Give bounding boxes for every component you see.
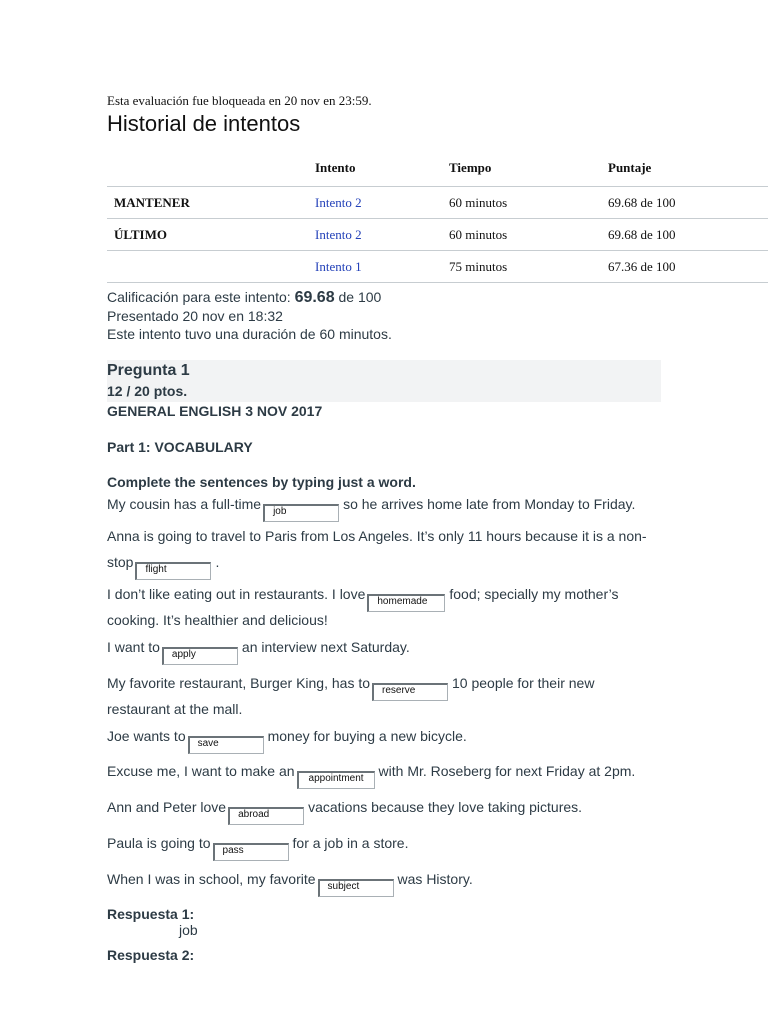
sentence-5 bbox=[107, 675, 647, 718]
attempt-cell bbox=[315, 219, 449, 251]
sentence-text: Excuse me, I want to make an bbox=[107, 763, 295, 779]
score-cell: 69.68 de 100 bbox=[608, 187, 768, 219]
sentence-text: 10 people for their new restaurant at the mall. bbox=[107, 675, 595, 717]
answer-blank[interactable]: abroad bbox=[228, 807, 304, 825]
sentence-10 bbox=[107, 871, 647, 897]
attempt-summary bbox=[107, 288, 392, 343]
sentence-text: Paula is going to bbox=[107, 835, 211, 851]
sentence-text: Joe wants to bbox=[107, 728, 186, 744]
attempt-link[interactable]: Intento 2 bbox=[315, 194, 362, 210]
attempt-history-table bbox=[107, 150, 768, 283]
sentence-text: for a job in a store. bbox=[292, 835, 409, 851]
sentence-text: My favorite restaurant, Burger King, has to bbox=[107, 675, 371, 691]
sentence-text: vacations because they love taking pictures. bbox=[308, 799, 583, 815]
score-cell: 69.68 de 100 bbox=[608, 219, 768, 251]
sentence-text: I don’t like eating out in restaurants. I love bbox=[107, 586, 366, 602]
sentence-text: Ann and Peter love bbox=[107, 799, 227, 815]
attempt-link[interactable]: Intento 1 bbox=[315, 258, 362, 274]
part-heading: Part 1: VOCABULARY bbox=[107, 439, 253, 455]
time-cell: 75 minutos bbox=[449, 251, 608, 283]
sentence-text: Anna is going to travel to Paris from Los Angeles. It’s only 11 hours because it is a non-stop bbox=[107, 528, 647, 570]
sentence-3 bbox=[107, 586, 647, 629]
header-label bbox=[107, 150, 315, 187]
grade-label: Calificación para este intento: bbox=[107, 289, 291, 305]
sentence-2 bbox=[107, 523, 647, 580]
sentence-text: I want to bbox=[107, 639, 160, 655]
sentence-1 bbox=[107, 496, 647, 522]
answer-blank[interactable]: appointment bbox=[297, 771, 375, 789]
sentence-text: an interview next Saturday. bbox=[241, 639, 410, 655]
answer-blank[interactable]: subject bbox=[318, 879, 394, 897]
table-row bbox=[107, 251, 768, 283]
answer-blank[interactable]: flight bbox=[135, 562, 211, 580]
row-label bbox=[107, 251, 315, 283]
response-label: Respuesta 1: bbox=[107, 906, 195, 922]
grade-value: 69.68 bbox=[294, 289, 335, 306]
sentence-text: My cousin has a full-time bbox=[107, 496, 262, 512]
row-label: MANTENER bbox=[107, 187, 315, 219]
sentence-9 bbox=[107, 835, 647, 861]
row-label: ÚLTIMO bbox=[107, 219, 315, 251]
table-row bbox=[107, 219, 768, 251]
answer-blank[interactable]: pass bbox=[213, 843, 289, 861]
header-score: Puntaje bbox=[608, 160, 652, 175]
table-row bbox=[107, 187, 768, 219]
header-attempt: Intento bbox=[315, 160, 356, 175]
header-time: Tiempo bbox=[449, 160, 492, 175]
answer-blank[interactable]: homemade bbox=[367, 594, 445, 612]
response-value: job bbox=[179, 922, 198, 938]
sentence-text: When I was in school, my favorite bbox=[107, 871, 316, 887]
attempt-cell bbox=[315, 187, 449, 219]
response-label: Respuesta 2: bbox=[107, 947, 195, 963]
sentence-6 bbox=[107, 728, 647, 754]
question-points: 12 / 20 ptos. bbox=[107, 383, 188, 399]
attempt-link[interactable]: Intento 2 bbox=[315, 226, 362, 242]
sentence-7 bbox=[107, 763, 647, 789]
lock-notice: Esta evaluación fue bloqueada en 20 nov en 23:59. bbox=[107, 93, 372, 108]
attempt-cell bbox=[315, 251, 449, 283]
submitted-date: Presentado 20 nov en 18:32 bbox=[107, 308, 283, 324]
sentence-text: with Mr. Roseberg for next Friday at 2pm. bbox=[378, 763, 636, 779]
question-title: Pregunta 1 bbox=[107, 362, 190, 379]
question-header bbox=[107, 360, 661, 402]
sentence-text: money for buying a new bicycle. bbox=[267, 728, 467, 744]
attempt-duration: Este intento tuvo una duración de 60 minutos. bbox=[107, 326, 392, 342]
sentence-text: food; specially my mother’s cooking. It’s healthier and delicious! bbox=[107, 586, 619, 628]
sentence-text: was History. bbox=[397, 871, 473, 887]
grade-line bbox=[107, 288, 392, 307]
sentence-4 bbox=[107, 639, 647, 665]
instructions: Complete the sentences by typing just a word. bbox=[107, 474, 416, 490]
answer-blank[interactable]: reserve bbox=[372, 683, 448, 701]
time-cell: 60 minutos bbox=[449, 187, 608, 219]
score-cell: 67.36 de 100 bbox=[608, 251, 768, 283]
table-header-row bbox=[107, 150, 768, 187]
answer-blank[interactable]: job bbox=[263, 504, 339, 522]
sentence-text: . bbox=[215, 554, 220, 570]
question-body bbox=[107, 403, 647, 963]
grade-suffix: de 100 bbox=[338, 289, 382, 305]
sentence-8 bbox=[107, 799, 647, 825]
page-title: Historial de intentos bbox=[107, 111, 301, 136]
exam-title: GENERAL ENGLISH 3 NOV 2017 bbox=[107, 403, 323, 419]
answer-blank[interactable]: apply bbox=[162, 647, 238, 665]
sentence-text: so he arrives home late from Monday to Friday. bbox=[343, 496, 636, 512]
answer-blank[interactable]: save bbox=[188, 736, 264, 754]
time-cell: 60 minutos bbox=[449, 219, 608, 251]
